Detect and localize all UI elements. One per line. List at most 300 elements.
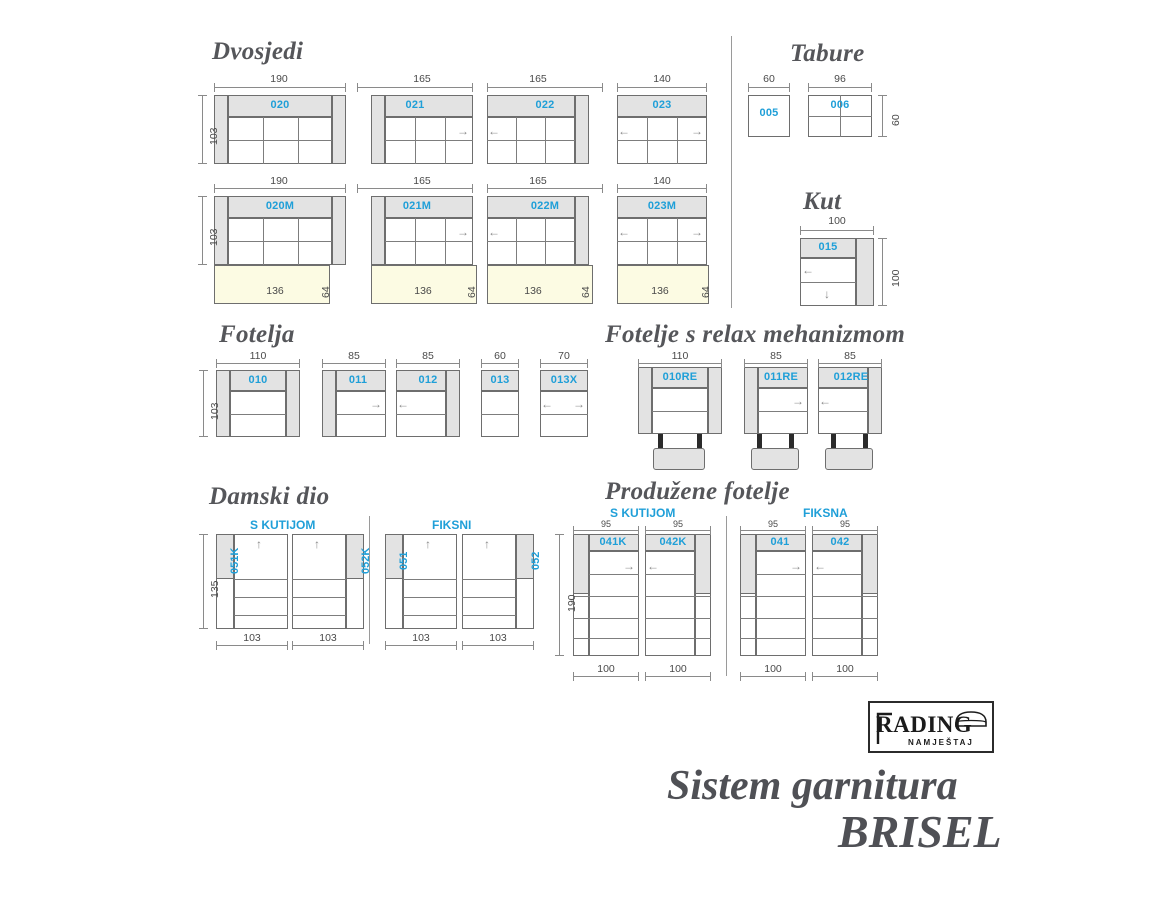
module-042[interactable] [812, 534, 878, 656]
tick [808, 83, 809, 92]
section-title-kut: Kut [803, 188, 842, 215]
arrow-left-icon: ← [541, 397, 553, 411]
relax-foot-right [863, 434, 868, 448]
arrow-left-icon: ← [647, 559, 659, 573]
tick [487, 83, 488, 92]
lower-left [385, 579, 403, 629]
seat-line-1 [756, 574, 806, 575]
dim-height-041K: 190 [566, 594, 578, 612]
dimline-023M-top [617, 188, 707, 189]
tick [481, 359, 482, 368]
dim-height-015: 100 [890, 269, 902, 287]
module-code: 051 [398, 551, 410, 570]
dim-width-010RE: 110 [671, 350, 689, 362]
relax-foot-right [697, 434, 702, 448]
dimline-041K-bottom [573, 676, 639, 677]
section-title-fotelje-relax: Fotelje s relax mehanizmom [605, 321, 906, 348]
tick [518, 359, 519, 368]
module-code: 012RE [833, 371, 869, 383]
dimline-013X-top [540, 363, 588, 364]
seat-line-2 [812, 596, 878, 597]
arrow-right-icon: → [457, 225, 469, 239]
dim-width-010: 110 [249, 350, 267, 362]
tick [881, 359, 882, 368]
seat-line-1 [403, 579, 457, 580]
module-051[interactable] [385, 534, 457, 629]
dimline-006-right [882, 95, 883, 137]
seat-front-line [487, 140, 575, 141]
dimline-023-top [617, 87, 707, 88]
arrow-left-icon: ← [488, 124, 500, 138]
tick [199, 370, 208, 371]
tick [459, 359, 460, 368]
tick [199, 534, 208, 535]
tick [456, 641, 457, 650]
module-code: 020M [265, 200, 295, 212]
module-042K[interactable] [645, 534, 711, 656]
arrow-right-icon: → [691, 124, 703, 138]
tick [878, 136, 887, 137]
dimline-005-top [748, 87, 790, 88]
relax-footrest-011RE [751, 448, 799, 470]
arrow-left-icon: ← [618, 225, 630, 239]
module-010RE[interactable] [638, 367, 722, 434]
tick [812, 526, 813, 535]
dimline-020M-top [214, 188, 346, 189]
tick [645, 672, 646, 681]
tick [216, 641, 217, 650]
seat-front-line [758, 411, 808, 412]
dimline-015-top [800, 230, 874, 231]
section-title-produzene-fotelje: Produžene fotelje [605, 478, 790, 505]
tick [555, 534, 564, 535]
dimline-051-bottom [385, 645, 457, 646]
brand-line-1: Sistem garnitura [667, 763, 958, 809]
tick [706, 184, 707, 193]
tick [740, 672, 741, 681]
arm-left [371, 196, 385, 265]
dimline-020-top [214, 87, 346, 88]
tick [638, 526, 639, 535]
dim-bottom-041: 100 [764, 663, 782, 675]
tick [878, 238, 887, 239]
module-006[interactable] [808, 95, 872, 137]
dimline-052K-bottom [292, 645, 364, 646]
dimline-021M-top [357, 188, 473, 189]
arrow-right-icon: → [792, 394, 804, 408]
module-052K[interactable] [292, 534, 372, 629]
lower-right [346, 579, 364, 629]
tick [878, 95, 887, 96]
sublabel-s-kutijom-damski: S KUTIJOM [250, 518, 316, 532]
dim-bottom-042: 100 [836, 663, 854, 675]
arm-right [286, 370, 300, 437]
module-code: 006 [830, 99, 850, 111]
seat-front-line [385, 241, 473, 242]
dimline-041-bottom [740, 676, 806, 677]
tick [198, 264, 207, 265]
dim-top-042K: 95 [672, 519, 683, 529]
seat-line-2 [573, 596, 639, 597]
relax-footrest-012RE [825, 448, 873, 470]
module-020M[interactable] [214, 196, 346, 265]
dimline-010-left [203, 370, 204, 437]
module-005[interactable] [748, 95, 790, 137]
tick [299, 359, 300, 368]
module-code: 022 [535, 99, 555, 111]
relax-foot-left [757, 434, 762, 448]
module-code: 013 [490, 374, 510, 386]
arrow-up-icon: ↑ [425, 537, 431, 551]
logo-name: RADING [876, 712, 973, 737]
relax-foot-left [831, 434, 836, 448]
seat-line-3 [812, 618, 878, 619]
tick [721, 359, 722, 368]
dim-width-005: 60 [763, 73, 775, 85]
seat-front-line [228, 241, 332, 242]
company-logo [868, 701, 994, 753]
tick [385, 359, 386, 368]
module-020[interactable] [214, 95, 346, 164]
dim-bed-width-020M: 136 [266, 285, 284, 297]
tick [198, 163, 207, 164]
arrow-left-icon: ← [814, 559, 826, 573]
lower-left [740, 594, 756, 656]
tick [472, 184, 473, 193]
dim-bed-height-023M: 64 [700, 286, 712, 298]
arm-right [708, 367, 722, 434]
dimline-006-top [808, 87, 872, 88]
dimline-041K-left [559, 534, 560, 656]
dim-width-020M: 190 [270, 175, 288, 187]
dim-width-012: 85 [422, 350, 434, 362]
divider-vertical-top [731, 36, 732, 308]
dim-width-022: 165 [529, 73, 547, 85]
tick [533, 641, 534, 650]
tick [287, 641, 288, 650]
module-code: 011 [348, 374, 368, 386]
dim-width-013: 60 [494, 350, 506, 362]
tick [744, 359, 745, 368]
module-012RE[interactable] [818, 367, 882, 434]
module-021M[interactable] [371, 196, 473, 265]
dim-height-020: 103 [208, 127, 220, 145]
arrow-right-icon: → [691, 225, 703, 239]
lower-right [862, 594, 878, 656]
tick [357, 184, 358, 193]
dim-width-022M: 165 [529, 175, 547, 187]
seat-line-3 [645, 618, 711, 619]
module-051K[interactable] [216, 534, 288, 629]
module-code: 052 [530, 551, 542, 570]
arrow-up-icon: ↑ [314, 537, 320, 551]
arrow-left-icon: ← [488, 225, 500, 239]
tick [638, 672, 639, 681]
tick [706, 83, 707, 92]
tick [345, 184, 346, 193]
seat-line-4 [645, 638, 711, 639]
tick [818, 359, 819, 368]
tick [540, 359, 541, 368]
arrow-up-icon: ↑ [484, 537, 490, 551]
dimline-051K-left [203, 534, 204, 629]
dim-width-006: 96 [834, 73, 846, 85]
seat-mid-line [808, 116, 872, 117]
sublabel-s-kutijom-prod: S KUTIJOM [610, 506, 676, 520]
dim-bed-height-022M: 64 [580, 286, 592, 298]
dim-width-023: 140 [653, 73, 671, 85]
logo-tagline: NAMJEŠTAJ [908, 738, 974, 747]
seat-line-1 [812, 574, 862, 575]
dim-top-041: 95 [767, 519, 778, 529]
lower-right [516, 579, 534, 629]
seat-line-1 [292, 579, 346, 580]
dimline-012RE-top [818, 363, 882, 364]
dimline-011RE-top [744, 363, 808, 364]
dim-height-010: 103 [209, 402, 221, 420]
dim-width-051: 103 [412, 632, 430, 644]
arm-right [575, 95, 589, 164]
dimline-042-top [812, 530, 878, 531]
arrow-left-icon: ← [819, 394, 831, 408]
arrow-right-icon: → [370, 397, 382, 411]
seat-line-4 [573, 638, 639, 639]
arrow-right-icon: → [790, 559, 802, 573]
relax-foot-left [658, 434, 663, 448]
dim-width-052K: 103 [319, 632, 337, 644]
tick [805, 526, 806, 535]
seat-line-2 [645, 596, 711, 597]
dimline-042K-top [645, 530, 711, 531]
module-code: 005 [759, 107, 779, 119]
arrow-down-icon: ↓ [824, 287, 830, 301]
section-title-dvosjedi: Dvosjedi [212, 38, 304, 65]
dimline-013-top [481, 363, 519, 364]
seat-front-line [228, 140, 332, 141]
tick [462, 641, 463, 650]
tick [555, 655, 564, 656]
tick [789, 83, 790, 92]
dim-height-051K: 135 [209, 580, 221, 598]
logo-g-mark [875, 710, 895, 746]
dim-height-006: 60 [890, 114, 902, 126]
dim-bed-width-023M: 136 [651, 285, 669, 297]
dimline-041-top [740, 530, 806, 531]
dimline-042-bottom [812, 676, 878, 677]
dim-height-020M: 103 [208, 228, 220, 246]
section-title-tabure: Tabure [790, 40, 865, 67]
tick [216, 359, 217, 368]
dimline-011-top [322, 363, 386, 364]
dimline-021-top [357, 87, 473, 88]
tick [645, 526, 646, 535]
module-013[interactable] [481, 370, 519, 437]
module-022[interactable] [487, 95, 589, 164]
seat-front-line [230, 414, 286, 415]
dimline-015-right [882, 238, 883, 306]
tick [710, 672, 711, 681]
seat-line-1 [234, 579, 288, 580]
divider-vertical-produzene [726, 516, 727, 676]
tick [487, 184, 488, 193]
seat-line-2 [740, 596, 806, 597]
dim-width-015: 100 [828, 215, 846, 227]
module-021[interactable] [371, 95, 473, 164]
module-015[interactable] [800, 238, 874, 306]
seat-front-line [617, 241, 707, 242]
seat-front-line [652, 411, 708, 412]
brand-line-2: BRISEL [838, 806, 1002, 857]
section-title-damski-dio: Damski dio [209, 483, 330, 510]
seat-front-line [487, 241, 575, 242]
module-052[interactable] [462, 534, 542, 629]
tick [587, 359, 588, 368]
module-code: 020 [270, 99, 290, 111]
module-code: 012 [418, 374, 438, 386]
arm-right [856, 238, 874, 306]
tick [807, 359, 808, 368]
module-code: 015 [818, 241, 838, 253]
dim-bed-width-021M: 136 [414, 285, 432, 297]
module-010[interactable] [216, 370, 300, 437]
dimline-041K-top [573, 530, 639, 531]
tick [877, 526, 878, 535]
seat-line-3 [573, 618, 639, 619]
tick [617, 83, 618, 92]
tick [357, 83, 358, 92]
seat-line-4 [812, 638, 878, 639]
arm-right [575, 196, 589, 265]
dim-width-021: 165 [413, 73, 431, 85]
tick [877, 672, 878, 681]
relax-foot-right [789, 434, 794, 448]
arm-right [332, 95, 346, 164]
module-041K[interactable] [573, 534, 639, 656]
module-012[interactable] [396, 370, 460, 437]
arrow-up-icon: ↑ [256, 537, 262, 551]
tick [472, 83, 473, 92]
module-023M[interactable] [617, 196, 707, 265]
dimline-051K-bottom [216, 645, 288, 646]
tick [198, 95, 207, 96]
module-code: 021 [405, 99, 425, 111]
module-code: 052K [360, 547, 372, 574]
module-code: 041K [599, 536, 627, 548]
seat-front-line [481, 414, 519, 415]
tick [740, 526, 741, 535]
tick [800, 226, 801, 235]
seat-front-line [800, 282, 856, 283]
dim-width-052: 103 [489, 632, 507, 644]
tick [878, 305, 887, 306]
dimline-022M-top [487, 188, 603, 189]
tick [573, 672, 574, 681]
arrow-right-icon: → [573, 397, 585, 411]
module-code: 041 [770, 536, 790, 548]
sofa-icon [954, 709, 988, 729]
dim-width-011RE: 85 [770, 350, 782, 362]
module-023[interactable] [617, 95, 707, 164]
seat-front-line [336, 414, 386, 415]
dim-width-013X: 70 [558, 350, 570, 362]
dimline-010RE-top [638, 363, 722, 364]
seat-front-line [617, 140, 707, 141]
seat-front-line [818, 411, 868, 412]
module-code: 042 [830, 536, 850, 548]
seat-line-4 [740, 638, 806, 639]
tick [292, 641, 293, 650]
tick [198, 196, 207, 197]
dim-width-051K: 103 [243, 632, 261, 644]
dim-bed-height-021M: 64 [466, 286, 478, 298]
arm-left [371, 95, 385, 164]
module-011[interactable] [322, 370, 386, 437]
tick [812, 672, 813, 681]
arm-right [332, 196, 346, 265]
tick [710, 526, 711, 535]
module-code: 023M [647, 200, 677, 212]
seat-front-line [540, 414, 588, 415]
tick [602, 83, 603, 92]
tick [573, 526, 574, 535]
arrow-right-icon: → [623, 559, 635, 573]
tick [748, 83, 749, 92]
tick [214, 83, 215, 92]
tick [345, 83, 346, 92]
dimline-042K-bottom [645, 676, 711, 677]
tick [617, 184, 618, 193]
tick [805, 672, 806, 681]
module-013X[interactable] [540, 370, 588, 437]
divider-vertical-damski [369, 516, 370, 644]
tick [214, 184, 215, 193]
seat-front-line [385, 140, 473, 141]
dim-width-011: 85 [348, 350, 360, 362]
tick [638, 359, 639, 368]
dim-bed-width-022M: 136 [524, 285, 542, 297]
dim-bottom-041K: 100 [597, 663, 615, 675]
lower-right [695, 594, 711, 656]
dim-width-012RE: 85 [844, 350, 856, 362]
dim-bottom-042K: 100 [669, 663, 687, 675]
dim-bed-height-020M: 64 [320, 286, 332, 298]
module-code: 051K [229, 547, 241, 574]
dim-width-023M: 140 [653, 175, 671, 187]
seat-line-1 [645, 574, 695, 575]
arrow-right-icon: → [457, 124, 469, 138]
module-code: 013X [550, 374, 578, 386]
module-011RE[interactable] [744, 367, 808, 434]
tick [322, 359, 323, 368]
module-022M[interactable] [487, 196, 589, 265]
seat-line-3 [740, 618, 806, 619]
relax-footrest-010RE [653, 448, 705, 470]
module-041[interactable] [740, 534, 806, 656]
module-code: 010 [248, 374, 268, 386]
dim-top-041K: 95 [600, 519, 611, 529]
dimline-012-top [396, 363, 460, 364]
dim-width-020: 190 [270, 73, 288, 85]
tick [396, 359, 397, 368]
seat-line-1 [589, 574, 639, 575]
tick [385, 641, 386, 650]
module-code: 023 [652, 99, 672, 111]
dimline-052-bottom [462, 645, 534, 646]
module-code: 042K [659, 536, 687, 548]
module-code: 010RE [662, 371, 698, 383]
sublabel-fiksna: FIKSNA [803, 506, 848, 520]
dim-width-021M: 165 [413, 175, 431, 187]
